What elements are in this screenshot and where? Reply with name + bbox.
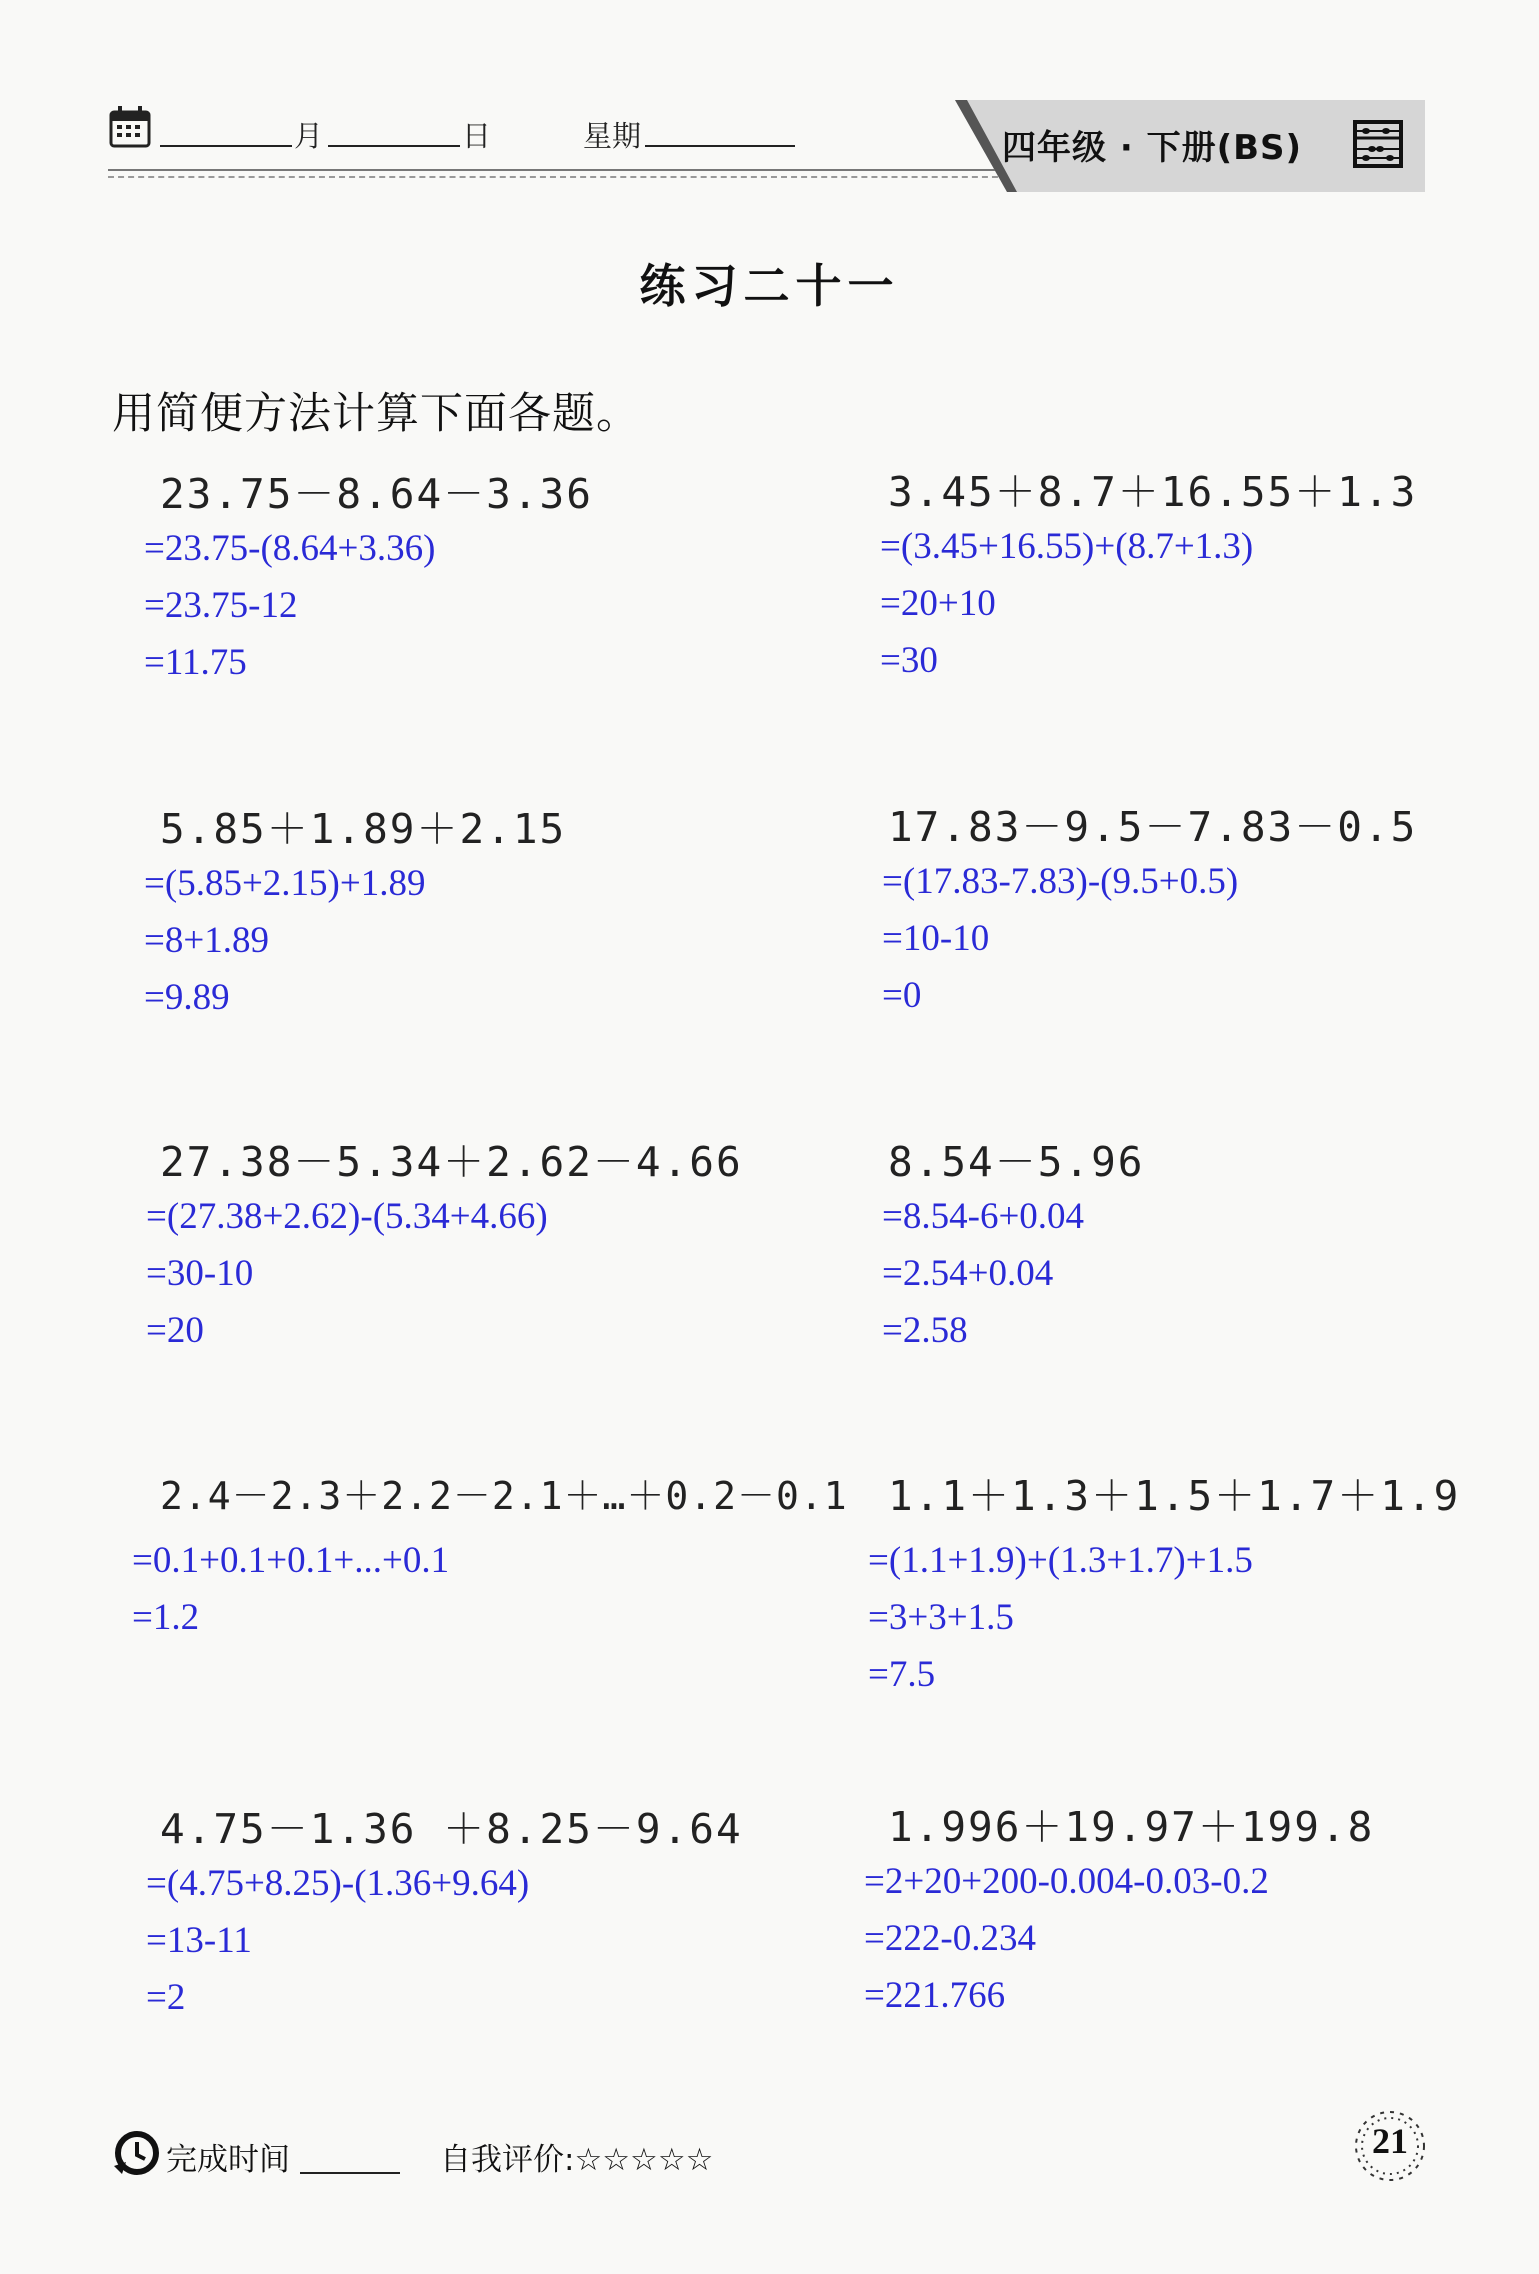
answer-step: =2.54+0.04 — [882, 1253, 1054, 1294]
problem-7 — [132, 1472, 848, 1646]
answer-step: =8.54-6+0.04 — [882, 1196, 1085, 1237]
answer-step: =(27.38+2.62)-(5.34+4.66) — [146, 1196, 548, 1237]
month-blank[interactable] — [160, 145, 292, 147]
exercise-title: 练习二十一 — [639, 259, 900, 313]
problem-expression: 27.38－5.34＋2.62－4.66 — [160, 1138, 743, 1186]
answer-step: =30 — [880, 640, 938, 681]
problem-5 — [146, 1138, 743, 1359]
weekday-blank[interactable] — [645, 145, 795, 147]
answer-step: =23.75-(8.64+3.36) — [144, 528, 436, 569]
problem-expression: 1.1＋1.3＋1.5＋1.7＋1.9 — [888, 1472, 1461, 1520]
answer-step: =(4.75+8.25)-(1.36+9.64) — [146, 1863, 530, 1904]
problem-expression: 2.4－2.3＋2.2－2.1＋…＋0.2－0.1 — [160, 1474, 848, 1518]
grade-label: 四年级 · 下册(BS) — [1002, 128, 1303, 168]
answer-step: =0.1+0.1+0.1+...+0.1 — [132, 1540, 450, 1581]
problem-3 — [144, 805, 567, 1026]
problem-expression: 5.85＋1.89＋2.15 — [160, 805, 567, 853]
problem-expression: 3.45＋8.7＋16.55＋1.3 — [888, 468, 1418, 516]
answer-step: =30-10 — [146, 1253, 254, 1294]
answer-step: =(5.85+2.15)+1.89 — [144, 863, 426, 904]
clock-icon — [112, 2128, 162, 2178]
answer-step: =20+10 — [880, 583, 996, 624]
answer-step: =(3.45+16.55)+(8.7+1.3) — [880, 526, 1254, 567]
problem-10 — [864, 1803, 1375, 2024]
answer-step: =13-11 — [146, 1920, 252, 1961]
answer-step: =11.75 — [144, 642, 247, 683]
weekday-label: 星期 — [583, 119, 642, 153]
answer-step: =2+20+200-0.004-0.03-0.2 — [864, 1861, 1269, 1902]
answer-step: =2.58 — [882, 1310, 968, 1351]
problem-expression: 8.54－5.96 — [888, 1138, 1145, 1186]
answer-step: =20 — [146, 1310, 204, 1351]
answer-step: =3+3+1.5 — [868, 1597, 1014, 1638]
answer-step: =10-10 — [882, 918, 990, 959]
problem-6 — [882, 1138, 1145, 1359]
answer-step: =1.2 — [132, 1597, 200, 1638]
header-rule-dashed — [108, 176, 1008, 178]
answer-step: =8+1.89 — [144, 920, 269, 961]
problem-8 — [868, 1472, 1461, 1703]
problem-4 — [882, 803, 1418, 1024]
problem-expression: 23.75－8.64－3.36 — [160, 470, 593, 518]
answer-step: =221.766 — [864, 1975, 1006, 2016]
calendar-icon — [108, 104, 154, 150]
answer-step: =23.75-12 — [144, 585, 298, 626]
problem-2 — [880, 468, 1418, 689]
problem-expression: 17.83－9.5－7.83－0.5 — [888, 803, 1418, 851]
answer-step: =0 — [882, 975, 922, 1016]
header-rule — [108, 169, 1008, 171]
completion-time-blank[interactable] — [300, 2172, 400, 2174]
instruction-text: 用简便方法计算下面各题。 — [112, 389, 640, 439]
answer-step: =(17.83-7.83)-(9.5+0.5) — [882, 861, 1239, 902]
answer-step: =(1.1+1.9)+(1.3+1.7)+1.5 — [868, 1540, 1253, 1581]
problem-expression: 1.996＋19.97＋199.8 — [888, 1803, 1375, 1851]
answer-step: =222-0.234 — [864, 1918, 1036, 1959]
problem-expression: 4.75－1.36 ＋8.25－9.64 — [160, 1805, 743, 1853]
problem-1 — [144, 470, 593, 691]
self-evaluation[interactable]: 自我评价:☆☆☆☆☆ — [440, 2142, 714, 2178]
day-label: 日 — [462, 119, 492, 153]
month-label: 月 — [294, 119, 324, 153]
answer-step: =9.89 — [144, 977, 230, 1018]
answer-step: =7.5 — [868, 1654, 936, 1695]
abacus-icon — [1352, 118, 1404, 170]
completion-time-label: 完成时间 — [166, 2142, 290, 2178]
problem-9 — [146, 1805, 743, 2026]
page-number: 21 — [1372, 2121, 1408, 2161]
day-blank[interactable] — [328, 145, 460, 147]
answer-step: =2 — [146, 1977, 186, 2018]
